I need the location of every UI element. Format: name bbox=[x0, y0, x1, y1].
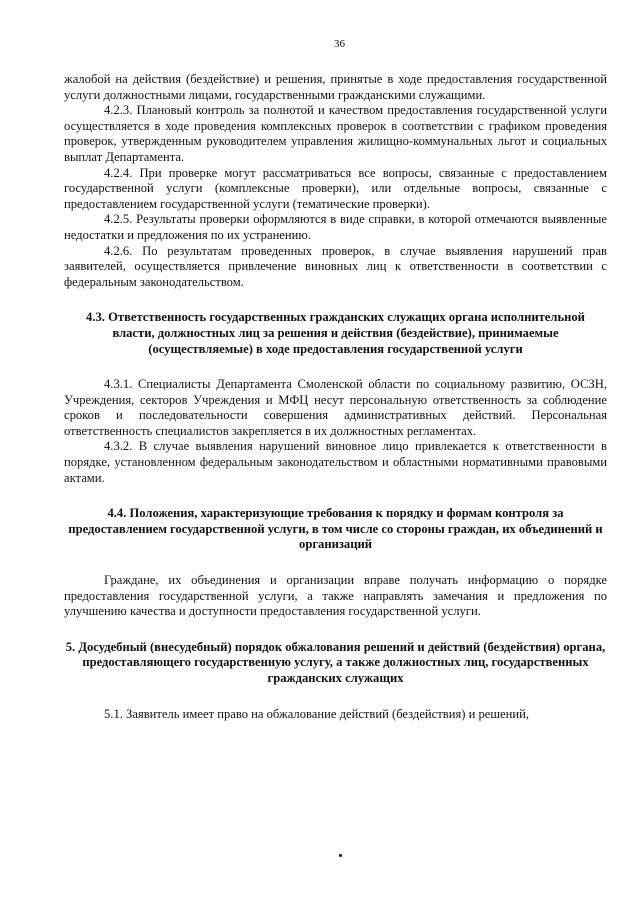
section-heading: 5. Досудебный (внесудебный) порядок обжалования решений и действий (бездействия) органа, предоставляющего государственную услугу, а также должностных лиц, государственных гражданских служащих bbox=[65, 639, 606, 685]
paragraph: 4.3.1. Специалисты Департамента Смоленской области по социальному развитию, ОСЗН, Учреждения, секторов Учреждения и МФЦ несут персональную ответственность за соблюдение сроков и последовательности совершения административных действий. Персональная ответственность специалистов закрепляется в их должностных регламентах. bbox=[64, 377, 607, 438]
scan-dot-mark bbox=[339, 854, 342, 857]
document-body bbox=[64, 72, 607, 722]
page-number: 36 bbox=[334, 38, 345, 50]
paragraph: 4.2.3. Плановый контроль за полнотой и качеством предоставления государственной услуги осуществляется в ходе проведения комплексных проверок в соответствии с графиком проведения проверок, утвержденным руководителем управления жилищно-коммунальных льгот и социальных выплат Департамента. bbox=[64, 103, 607, 164]
section-heading: 4.3. Ответственность государственных гражданских служащих органа исполнительной власти, должностных лиц за решения и действия (бездействие), принимаемые (осуществляемые) в ходе предоставления государственной услуги bbox=[86, 310, 585, 356]
paragraph: 4.3.2. В случае выявления нарушений виновное лицо привлекается к ответственности в порядке, установленном федеральным законодательством и областными нормативными правовыми актами. bbox=[64, 439, 607, 485]
paragraph: 4.2.6. По результатам проведенных проверок, в случае выявления нарушений прав заявителей, осуществляется привлечение виновных лиц к ответственности в соответствии с федеральным законодательством. bbox=[64, 243, 607, 289]
section-gap bbox=[64, 357, 607, 377]
paragraph: 4.2.4. При проверке могут рассматриваться все вопросы, связанные с предоставлением государственной услуги (комплексные проверки), или отдельные вопросы, связанные с предоставлением государственной услуги (тематические проверки). bbox=[64, 165, 607, 211]
section-heading: 4.4. Положения, характеризующие требования к порядку и формам контроля за предоставлением государственной услуги, в том числе со стороны граждан, их объединений и организаций bbox=[68, 506, 603, 552]
section-gap bbox=[64, 486, 607, 506]
section-gap bbox=[64, 553, 607, 573]
paragraph: 5.1. Заявитель имеет право на обжалование действий (бездействия) и решений, bbox=[104, 706, 530, 721]
paragraph: Граждане, их объединения и организации вправе получать информацию о порядке предоставления государственной услуги, а также направлять замечания и предложения по улучшению качества и доступности предоставления государственной услуги. bbox=[64, 573, 607, 619]
section-gap bbox=[64, 290, 607, 310]
section-gap bbox=[64, 687, 607, 707]
paragraph: 4.2.5. Результаты проверки оформляются в виде справки, в которой отмечаются выявленные недостатки и предложения по их устранению. bbox=[64, 212, 607, 242]
paragraph: жалобой на действия (бездействие) и решения, принятые в ходе предоставления государственной услуги должностными лицами, государственными гражданскими служащими. bbox=[64, 72, 607, 102]
section-gap bbox=[64, 620, 607, 640]
